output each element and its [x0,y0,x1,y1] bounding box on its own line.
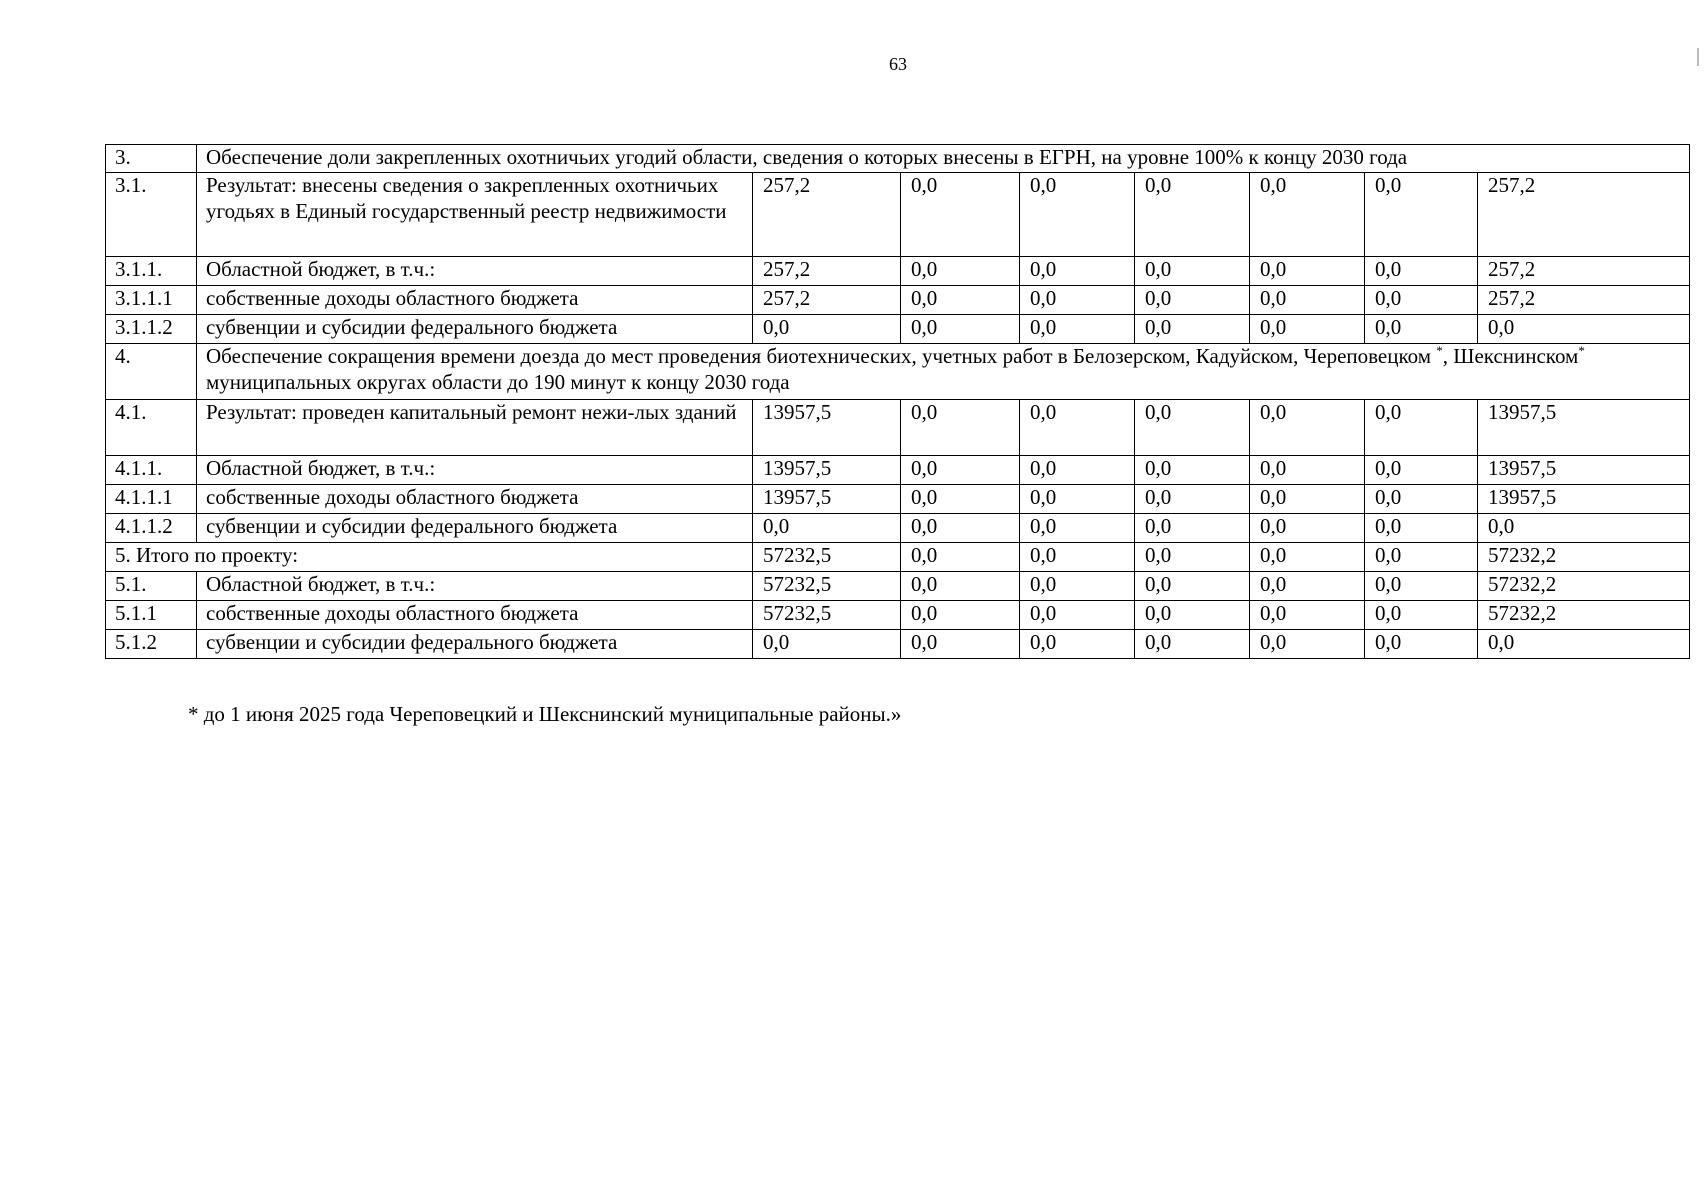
value-cell: 0,0 [1020,601,1135,630]
section-title-part: муниципальных округах области до 190 минут к концу 2030 года [206,369,790,394]
value-cell: 0,0 [1250,601,1365,630]
value-cell: 0,0 [1478,514,1690,543]
value-cell: 257,2 [1478,257,1690,286]
scan-edge-mark [1697,48,1699,66]
section-row [106,344,1690,400]
table-row [106,315,1690,344]
footnote-marker: * [1436,343,1443,358]
value-cell: 0,0 [901,514,1020,543]
row-code: 4.1.1.1 [106,485,197,514]
value-cell: 0,0 [1020,257,1135,286]
value-cell: 57232,2 [1478,601,1690,630]
value-cell: 0,0 [1135,630,1250,659]
row-code: 4.1.1. [106,456,197,485]
row-label: субвенции и субсидии федерального бюджета [197,315,753,344]
total-row [106,543,1690,572]
budget-table [105,144,1690,659]
value-cell: 13957,5 [1478,456,1690,485]
value-cell: 0,0 [901,485,1020,514]
value-cell: 0,0 [1020,400,1135,456]
value-cell: 0,0 [753,315,901,344]
value-cell: 57232,2 [1478,572,1690,601]
value-cell: 0,0 [1250,485,1365,514]
value-cell: 257,2 [1478,173,1690,257]
value-cell: 0,0 [1020,286,1135,315]
value-cell: 0,0 [901,257,1020,286]
value-cell: 0,0 [1020,456,1135,485]
value-cell: 0,0 [1365,257,1478,286]
value-cell: 0,0 [1365,572,1478,601]
value-cell: 0,0 [1135,173,1250,257]
value-cell: 0,0 [1250,286,1365,315]
value-cell: 0,0 [1365,286,1478,315]
value-cell: 0,0 [901,543,1020,572]
value-cell: 0,0 [1250,257,1365,286]
row-code: 3. [106,145,197,173]
value-cell: 0,0 [1365,485,1478,514]
table-row [106,601,1690,630]
value-cell: 57232,2 [1478,543,1690,572]
value-cell: 57232,5 [753,572,901,601]
value-cell: 57232,5 [753,543,901,572]
value-cell: 0,0 [1020,173,1135,257]
section-title [197,344,1690,400]
row-label: 5. Итого по проекту: [106,543,753,572]
value-cell: 0,0 [1365,456,1478,485]
row-label: Результат: проведен капитальный ремонт нежи-лых зданий [197,400,753,456]
value-cell: 0,0 [901,315,1020,344]
value-cell: 0,0 [901,400,1020,456]
value-cell: 0,0 [1250,514,1365,543]
value-cell: 0,0 [1365,173,1478,257]
value-cell: 13957,5 [1478,485,1690,514]
value-cell: 57232,5 [753,601,901,630]
value-cell: 0,0 [1250,173,1365,257]
value-cell: 257,2 [753,286,901,315]
table-row [106,286,1690,315]
value-cell: 0,0 [1250,456,1365,485]
value-cell: 0,0 [1020,485,1135,514]
row-label: собственные доходы областного бюджета [197,485,753,514]
value-cell: 257,2 [1478,286,1690,315]
table-row [106,514,1690,543]
value-cell: 0,0 [753,630,901,659]
row-label: субвенции и субсидии федерального бюджета [197,630,753,659]
table-row [106,173,1690,257]
value-cell: 0,0 [1135,572,1250,601]
value-cell: 0,0 [1250,315,1365,344]
value-cell: 0,0 [753,514,901,543]
value-cell: 257,2 [753,173,901,257]
value-cell: 0,0 [901,572,1020,601]
value-cell: 0,0 [1020,572,1135,601]
footnote: * до 1 июня 2025 года Череповецкий и Шекснинский муниципальные районы.» [188,702,902,726]
row-label: Областной бюджет, в т.ч.: [197,456,753,485]
value-cell: 0,0 [1365,601,1478,630]
row-label: Областной бюджет, в т.ч.: [197,257,753,286]
value-cell: 0,0 [901,173,1020,257]
value-cell: 0,0 [1250,543,1365,572]
value-cell: 13957,5 [753,456,901,485]
value-cell: 257,2 [753,257,901,286]
value-cell: 0,0 [1250,400,1365,456]
row-code: 5.1. [106,572,197,601]
value-cell: 0,0 [1135,315,1250,344]
row-label: субвенции и субсидии федерального бюджета [197,514,753,543]
page-number: 63 [889,54,907,74]
row-label: собственные доходы областного бюджета [197,286,753,315]
section-title-part: Обеспечение сокращения времени доезда до мест проведения биотехнических, учетных работ в Белозерском, Кадуйском, Череповецком [206,344,1437,368]
value-cell: 0,0 [1135,601,1250,630]
value-cell: 0,0 [1250,572,1365,601]
row-code: 3.1. [106,173,197,257]
value-cell: 0,0 [901,630,1020,659]
row-code: 4. [106,344,197,400]
row-code: 3.1.1. [106,257,197,286]
row-label: Областной бюджет, в т.ч.: [197,572,753,601]
value-cell: 0,0 [1365,543,1478,572]
value-cell: 0,0 [1135,456,1250,485]
value-cell: 0,0 [1365,630,1478,659]
value-cell: 13957,5 [753,485,901,514]
row-code: 4.1. [106,400,197,456]
value-cell: 0,0 [1478,315,1690,344]
value-cell: 0,0 [1478,630,1690,659]
table-row [106,485,1690,514]
value-cell: 0,0 [1135,286,1250,315]
table-row [106,257,1690,286]
row-label: собственные доходы областного бюджета [197,601,753,630]
value-cell: 0,0 [901,286,1020,315]
value-cell: 0,0 [1365,514,1478,543]
section-title: Обеспечение доли закрепленных охотничьих угодий области, сведения о которых внесены в ЕГРН, на уровне 100% к концу 2030 года [197,145,1690,173]
table-row [106,456,1690,485]
value-cell: 0,0 [1020,630,1135,659]
value-cell: 0,0 [1020,315,1135,344]
value-cell: 0,0 [901,601,1020,630]
value-cell: 0,0 [1020,543,1135,572]
value-cell: 0,0 [1135,514,1250,543]
value-cell: 0,0 [1135,543,1250,572]
value-cell: 0,0 [1365,315,1478,344]
section-title-part: , Шекснинском [1442,344,1579,368]
section-row [106,145,1690,173]
value-cell: 0,0 [901,456,1020,485]
table-body [106,145,1690,659]
row-code: 5.1.2 [106,630,197,659]
row-code: 3.1.1.1 [106,286,197,315]
table-row [106,572,1690,601]
row-code: 4.1.1.2 [106,514,197,543]
row-code: 5.1.1 [106,601,197,630]
row-label: Результат: внесены сведения о закрепленных охотничьих угодьях в Единый государственный реестр недвижимости [197,173,753,257]
value-cell: 13957,5 [753,400,901,456]
footnote-marker: * [1578,343,1585,358]
value-cell: 0,0 [1020,514,1135,543]
value-cell: 0,0 [1135,485,1250,514]
row-code: 3.1.1.2 [106,315,197,344]
value-cell: 0,0 [1135,400,1250,456]
value-cell: 0,0 [1365,400,1478,456]
value-cell: 13957,5 [1478,400,1690,456]
value-cell: 0,0 [1250,630,1365,659]
table-row [106,630,1690,659]
table-row [106,400,1690,456]
value-cell: 0,0 [1135,257,1250,286]
